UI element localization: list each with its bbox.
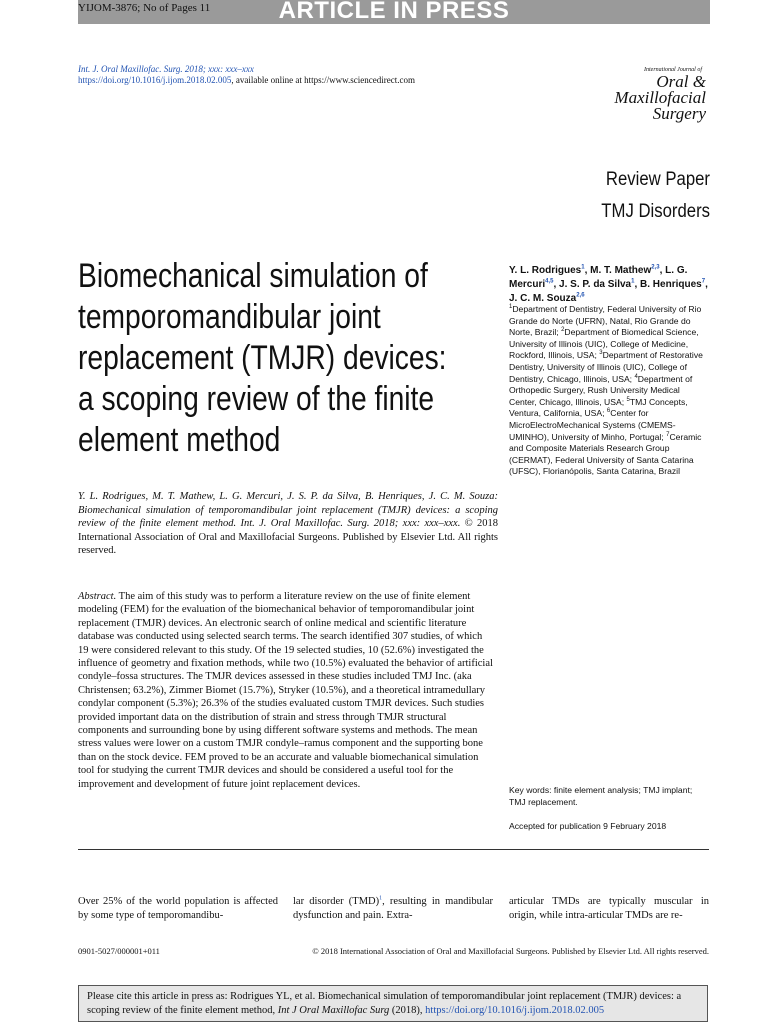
citation-authors: Y. L. Rodrigues, M. T. Mathew, L. G. Mercuri, J. S. P. da Silva, B. Henriques, J. C. M. Souza:: [78, 491, 498, 502]
author-affiliation-marker[interactable]: 7: [701, 278, 706, 285]
accepted-date: Accepted for publication 9 February 2018: [509, 821, 667, 831]
affiliation-marker: 5: [626, 396, 630, 403]
author-separator: ,: [634, 279, 641, 290]
footer-code: 0901-5027/000001+011: [78, 946, 160, 956]
author-separator: ,: [553, 279, 560, 290]
affiliation-text: TMJ Concepts, Ventura, California, USA;: [509, 396, 688, 419]
body-col2-text-b: , resulting in mandibular dysfunction and pain. Extra-: [293, 896, 493, 921]
citation-block: [78, 490, 498, 558]
affiliation-marker: 4: [634, 373, 638, 380]
keywords: Key words: finite element analysis; TMJ implant; TMJ replacement.: [509, 785, 693, 807]
citation-title: Biomechanical simulation of temporomandibular joint replacement (TMJR) devices: a scoping review of the finite element method.: [78, 504, 498, 529]
author-affiliation-marker[interactable]: 1: [631, 278, 635, 285]
affiliations: [509, 304, 709, 478]
journal-reference: [78, 64, 498, 86]
abstract-label: Abstract.: [78, 591, 117, 602]
please-cite-journal: Int J Oral Maxillofac Surg: [277, 1005, 390, 1016]
affiliation-text: Department of Biomedical Science, University of Illinois (UIC), College of Medicine, Rockford, Illinois, USA;: [509, 327, 699, 361]
please-cite-box: [78, 985, 708, 1022]
abstract-text: The aim of this study was to perform a literature review on the use of finite element modeling (FEM) for the evaluation of the biomechanical behavior of temporomandibular joint replacement (TMJR) devices. An electronic search of online medical and scientific literature database was conducted using selected search terms. The search identified 307 studies, of which 19 were considered relevant to this study. Of the 19 selected studies, 10 (52.6%) investigated the influence of geometry and fixation methods, while two (10.5%) evaluated the behavior of artificial condyle–fossa structures. The TMJR devices assessed in these studies included TMJ Inc. (aka Christensen; 63.2%), Zimmer Biomet (15.7%), Stryker (10.5%), and a theoretical intramedullary condylar component (5.3%); 26.3% of the studies evaluated custom TMJR devices. Such studies provided important data on the distribution of strain and stress through TMJR structural components and surrounding bone by using different software systems and methods. The mean stress values were lower on a custom TMJR condyle–ramus component and the supporting bone than on the stock device. FEM proved to be an accurate and valuable biomechanical simulation tool for studying the current TMJR devices and should be considered a useful tool for the improvement and development of future joint replacement devices.: [78, 591, 493, 790]
logo-line-1: Oral &: [656, 72, 706, 91]
author-separator: ,: [584, 265, 591, 276]
affiliation-marker: 6: [606, 408, 611, 415]
body-column-2: [293, 895, 493, 922]
affiliation-text: Department of Dentistry, Federal University of Rio Grande do Norte (UFRN), Natal, Rio Grande do Norte, Brazil;: [509, 304, 702, 338]
affiliation-marker: 7: [666, 431, 670, 438]
section-divider: [78, 849, 709, 850]
please-cite-doi-link[interactable]: https://doi.org/10.1016/j.ijom.2018.02.005: [425, 1005, 605, 1016]
please-cite-year: (2018),: [391, 1005, 423, 1016]
body-column-1: Over 25% of the world population is affected by some type of temporomandibu-: [78, 896, 278, 921]
author-name: L. G. Mercuri: [509, 265, 688, 290]
affiliation-marker: 3: [599, 350, 603, 357]
body-col2-text-a: lar disorder (TMD): [293, 896, 380, 907]
citation-journal: Int. J. Oral Maxillofac. Surg. 2018; xxx: xxx–xxx.: [240, 518, 461, 529]
affiliation-marker: 1: [509, 304, 513, 311]
author-separator: ,: [659, 265, 666, 276]
author-name: M. T. Mathew: [590, 265, 652, 276]
affiliation-marker: 2: [561, 327, 565, 334]
author-name: B. Henriques: [640, 279, 702, 290]
author-name: Y. L. Rodrigues: [509, 265, 582, 276]
manuscript-id-overlay: YIJOM-3876; No of Pages 11: [78, 2, 211, 14]
affiliation-text: Center for MicroElectroMechanical Systems (CMEMS-UMINHO), University of Minho, Portugal;: [509, 408, 676, 442]
author-affiliation-marker[interactable]: 1: [581, 264, 585, 271]
author-affiliation-marker[interactable]: 4,5: [545, 278, 554, 285]
affiliation-text: Department of Restorative Dentistry, University of Illinois (UIC), College of Dentistry, Chicago, Illinois, USA;: [509, 350, 703, 384]
doi-link[interactable]: https://doi.org/10.1016/j.ijom.2018.02.005: [78, 75, 232, 85]
footer-copyright: © 2018 International Association of Oral and Maxillofacial Surgeons. Published by Elsevier Ltd. All rights reserved.: [312, 946, 709, 956]
author-name: J. C. M. Souza: [509, 293, 577, 304]
author-list: [509, 264, 709, 306]
paper-type-block: [543, 164, 710, 228]
logo-small-text: International Journal of: [644, 67, 702, 73]
banner-title: ARTICLE IN PRESS: [278, 0, 510, 24]
please-cite-prefix: Please cite this article in press as: Rodrigues YL, et al. Biomechanical simulation of temporomandibular joint replacement (TMJR) devices: a scoping review of the finite element method,: [87, 991, 682, 1016]
body-column-3: articular TMDs are typically muscular in origin, while intra-articular TMDs are re-: [509, 896, 709, 921]
journal-ref-line: Int. J. Oral Maxillofac. Surg. 2018; xxx: xxx–xxx: [78, 64, 254, 74]
paper-type: Review Paper: [605, 169, 710, 190]
journal-logo: [600, 66, 706, 122]
affiliation-text: Ceramic and Composite Materials Research Group (CERMAT), Federal University of Santa Catarina (UFSC), Florianópolis, Santa Catarina, Brazil: [509, 431, 702, 477]
reference-link[interactable]: 1: [379, 895, 383, 902]
author-affiliation-marker[interactable]: 2,6: [576, 292, 585, 299]
logo-line-3: Surgery: [652, 104, 706, 123]
availability-text: , available online at https://www.sciencedirect.com: [231, 75, 415, 85]
author-separator: ,: [705, 279, 708, 290]
paper-category: TMJ Disorders: [601, 201, 710, 222]
affiliation-text: Department of Orthopedic Surgery, Rush University Medical Center, Chicago, Illinois, USA;: [509, 373, 693, 407]
please-cite-text: [87, 990, 701, 1018]
abstract: [78, 590, 494, 791]
author-name: J. S. P. da Silva: [559, 279, 632, 290]
citation-rights: © 2018 International Association of Oral and Maxillofacial Surgeons. Published by Elsevier Ltd. All rights reserved.: [78, 518, 499, 556]
article-title: Biomechanical simulation of temporomandibular joint replacement (TMJR) devices: a scoping review of the finite element method: [78, 257, 447, 459]
logo-line-2: Maxillofacial: [614, 88, 706, 107]
author-affiliation-marker[interactable]: 2,3: [651, 264, 660, 271]
